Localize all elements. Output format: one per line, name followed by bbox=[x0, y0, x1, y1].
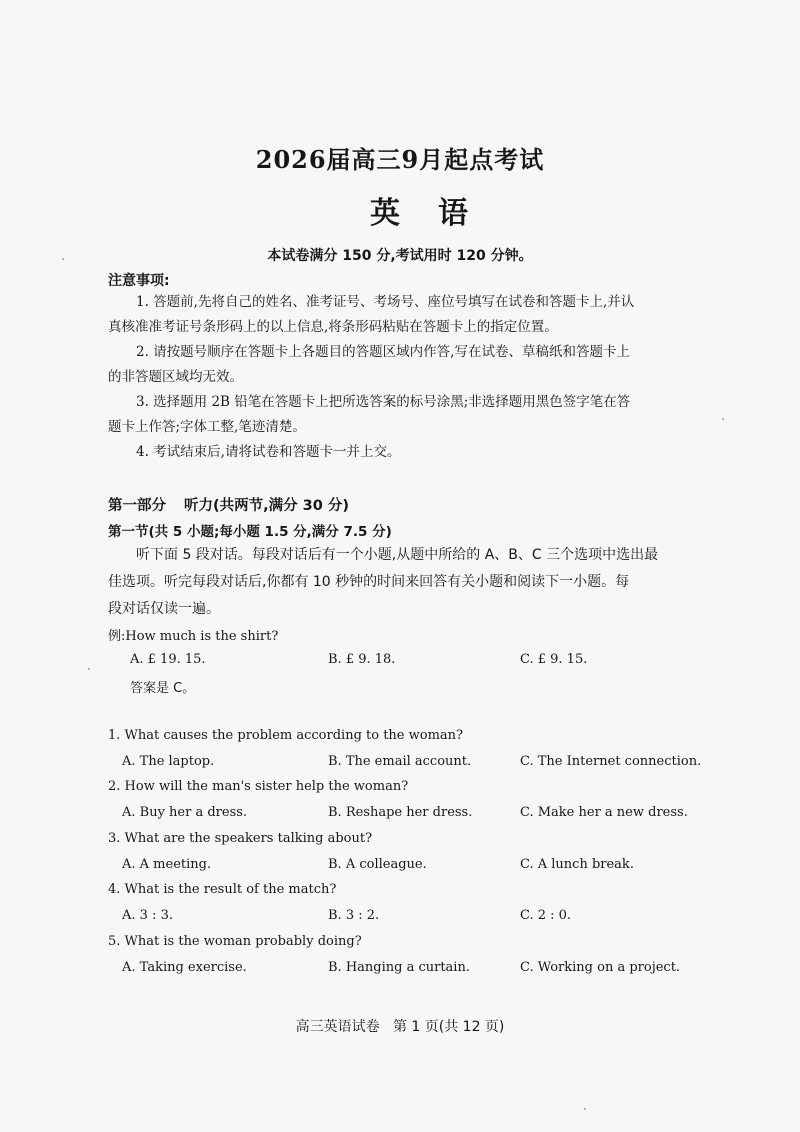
notice-item-line: 3. 选择题用 2B 铅笔在答题卡上把所选答案的标号涂黑;非选择题用黑色签字笔在答 bbox=[136, 394, 631, 410]
page-footer: 高三英语试卷 第 1 页(共 12 页) bbox=[295, 1019, 505, 1035]
question-option-c: C. 2 : 0. bbox=[520, 908, 572, 923]
instruction-line: 佳选项。听完每段对话后,你都有 10 秒钟的时间来回答有关小题和阅读下一小题。每 bbox=[108, 574, 630, 590]
notice-item-line: 4. 考试结束后,请将试卷和答题卡一并上交。 bbox=[136, 444, 401, 460]
example-question: 例:How much is the shirt? bbox=[108, 629, 279, 644]
example-option-c: C. £ 9. 15. bbox=[520, 652, 588, 667]
notice-item-line: 的非答题区域均无效。 bbox=[108, 369, 243, 385]
part-label: 第一部分 bbox=[108, 498, 166, 514]
question-option-c: C. The Internet connection. bbox=[520, 754, 702, 769]
notice-item bbox=[108, 390, 690, 440]
notice-item-line: 题卡上作答;字体工整,笔迹清楚。 bbox=[108, 419, 306, 435]
scan-speck bbox=[722, 418, 724, 420]
notice-item bbox=[108, 290, 690, 340]
question-text: 1. What causes the problem according to the woman? bbox=[108, 728, 464, 743]
question-option-c: C. Make her a new dress. bbox=[520, 805, 688, 820]
question-option-b: B. A colleague. bbox=[328, 857, 427, 872]
question-option-c: C. Working on a project. bbox=[520, 960, 681, 975]
instructions bbox=[108, 542, 690, 623]
question-option-a: A. The laptop. bbox=[122, 754, 215, 769]
notice-item-line: 1. 答题前,先将自己的姓名、准考证号、考场号、座位号填写在试卷和答题卡上,并认 bbox=[136, 294, 635, 310]
question-option-c: C. A lunch break. bbox=[520, 857, 634, 872]
question-option-a: A. A meeting. bbox=[122, 857, 212, 872]
exam-title: 2026届高三9月起点考试 bbox=[255, 145, 545, 174]
example-option-b: B. £ 9. 18. bbox=[328, 652, 396, 667]
question-text: 2. How will the man's sister help the woman? bbox=[108, 779, 409, 794]
example-option-a: A. £ 19. 15. bbox=[130, 652, 206, 667]
notice-item bbox=[108, 440, 690, 465]
part-heading bbox=[108, 494, 349, 515]
question-text: 3. What are the speakers talking about? bbox=[108, 831, 373, 846]
notice-item-line: 2. 请按题号顺序在答题卡上各题目的答题区域内作答,写在试卷、草稿纸和答题卡上 bbox=[136, 344, 630, 360]
section-heading: 第一节(共 5 小题;每小题 1.5 分,满分 7.5 分) bbox=[108, 524, 392, 540]
subject-title: 英语 bbox=[370, 196, 506, 231]
notice-item bbox=[108, 340, 690, 390]
question-option-b: B. Reshape her dress. bbox=[328, 805, 473, 820]
question-option-b: B. Hanging a curtain. bbox=[328, 960, 470, 975]
scan-speck bbox=[88, 668, 90, 670]
score-info: 本试卷满分 150 分,考试用时 120 分钟。 bbox=[267, 248, 533, 264]
question-option-a: A. 3 : 3. bbox=[122, 908, 173, 923]
question-text: 4. What is the result of the match? bbox=[108, 882, 337, 897]
question-option-b: B. The email account. bbox=[328, 754, 472, 769]
instruction-line: 段对话仅读一遍。 bbox=[108, 601, 220, 617]
scan-speck bbox=[584, 1108, 586, 1110]
question-option-a: A. Buy her a dress. bbox=[122, 805, 248, 820]
part-title: 听力(共两节,满分 30 分) bbox=[184, 498, 350, 514]
question-text: 5. What is the woman probably doing? bbox=[108, 934, 362, 949]
question-option-a: A. Taking exercise. bbox=[122, 960, 247, 975]
example-answer: 答案是 C。 bbox=[130, 681, 196, 696]
notice-item-line: 真核准准考证号条形码上的以上信息,将条形码粘贴在答题卡上的指定位置。 bbox=[108, 319, 558, 335]
notice-heading: 注意事项: bbox=[108, 273, 170, 289]
scan-speck bbox=[62, 258, 64, 260]
instruction-line: 听下面 5 段对话。每段对话后有一个小题,从题中所给的 A、B、C 三个选项中选出最 bbox=[136, 547, 659, 563]
question-option-b: B. 3 : 2. bbox=[328, 908, 380, 923]
